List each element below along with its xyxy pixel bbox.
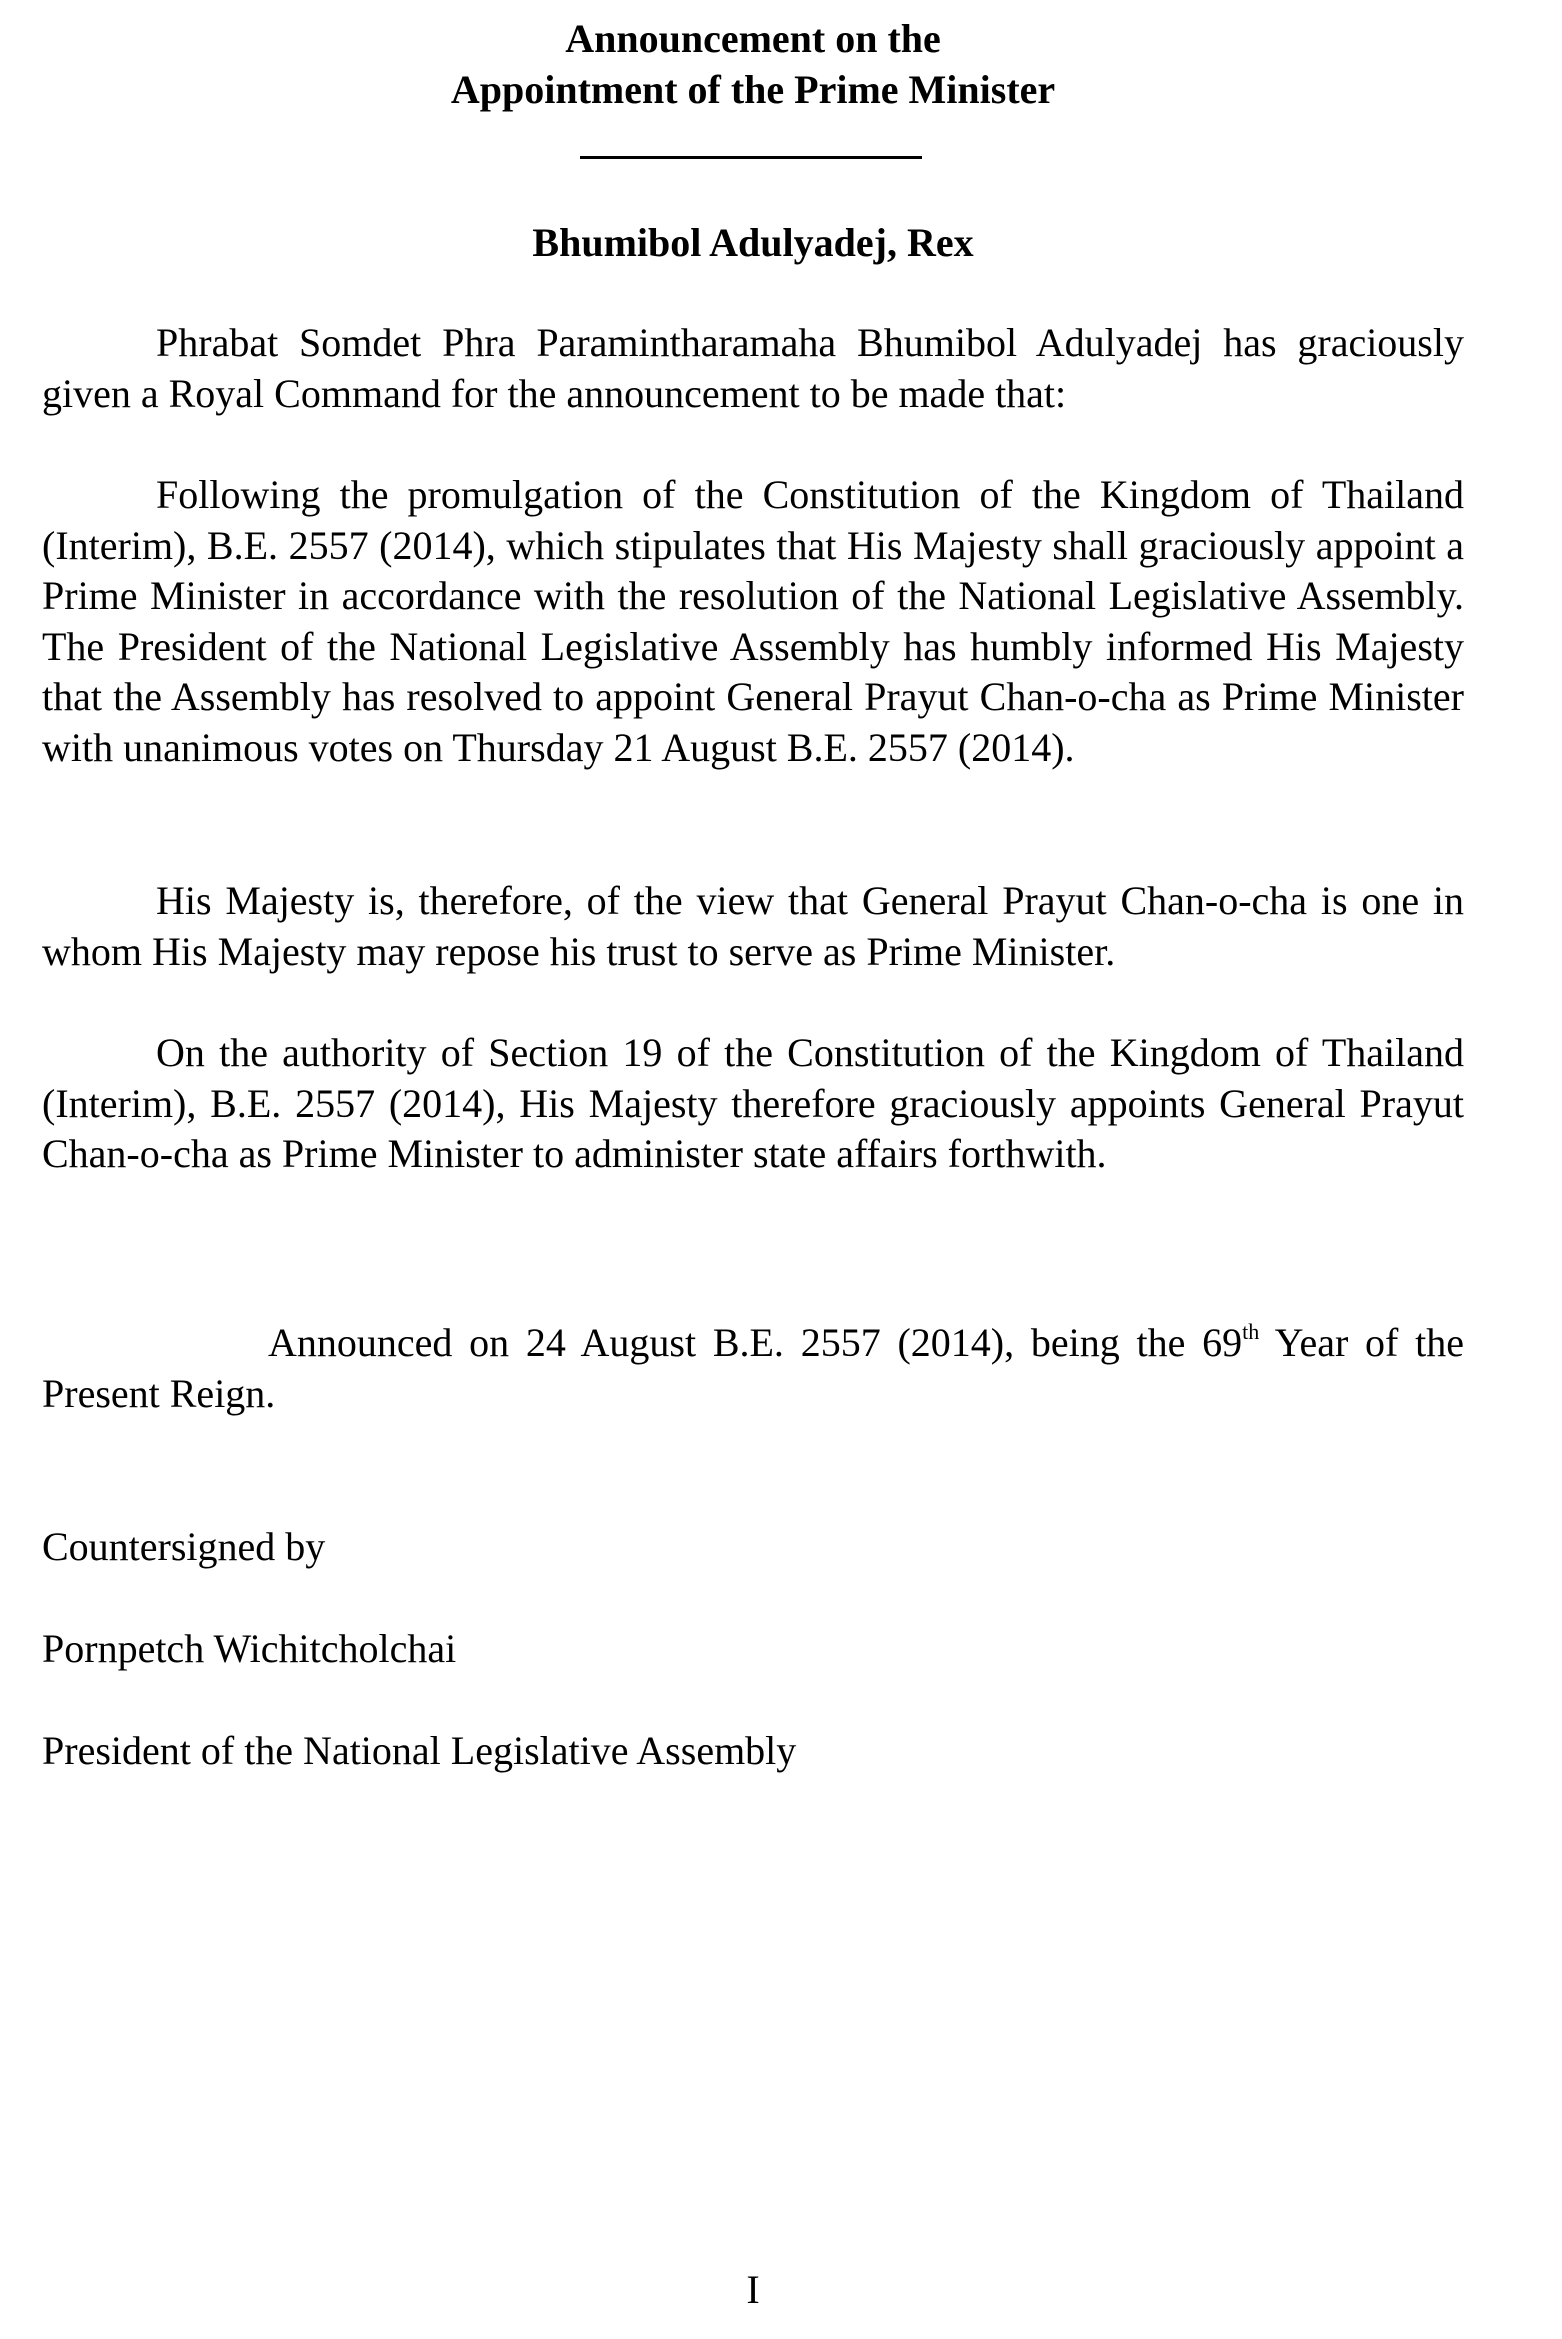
announcement-date-paragraph [42, 1318, 1464, 1419]
countersigned-label: Countersigned by [42, 1524, 326, 1569]
page-number: I [746, 2267, 760, 2312]
paragraph-constitution-promulgation: Following the promulgation of the Constitution of the Kingdom of Thailand (Interim), B.E. 2557 (2014), which stipulates that His Majesty shall graciously appoint a Prime Minister in accordance with the resolution of the National Legislative Assembly. The President of the National Legislative Assembly has humbly informed His Majesty that the Assembly has resolved to appoint General Prayut Chan-o-cha as Prime Minister with unanimous votes on Thursday 21 August B.E. 2557 (2014). [42, 472, 1464, 770]
paragraph-appointment-authority: On the authority of Section 19 of the Constitution of the Kingdom of Thailand (Interim), B.E. 2557 (2014), His Majesty therefore graciously appoints General Prayut Chan-o-cha as Prime Minister to administer state affairs forthwith. [42, 1030, 1464, 1176]
countersigner-title: President of the National Legislative Assembly [42, 1728, 797, 1773]
document-title-line-1: Announcement on the [565, 16, 941, 61]
announcement-date-text: Announced on 24 August B.E. 2557 (2014), being the 69 [268, 1320, 1243, 1365]
title-underline-divider [580, 156, 922, 159]
document-page [42, 0, 1464, 2339]
paragraph-royal-view: His Majesty is, therefore, of the view that General Prayut Chan-o-cha is one in whom His Majesty may repose his trust to serve as Prime Minister. [42, 878, 1464, 974]
countersigner-name: Pornpetch Wichitcholchai [42, 1626, 457, 1671]
royal-signature-heading: Bhumibol Adulyadej, Rex [532, 220, 974, 265]
document-title-line-2: Appointment of the Prime Minister [450, 67, 1056, 112]
ordinal-suffix: th [1242, 1319, 1260, 1344]
paragraph-royal-command: Phrabat Somdet Phra Paramintharamaha Bhumibol Adulyadej has graciously given a Royal Command for the announcement to be made that: [42, 320, 1464, 416]
announcement-reign-text: Year of the Present Reign. [42, 1320, 1464, 1416]
